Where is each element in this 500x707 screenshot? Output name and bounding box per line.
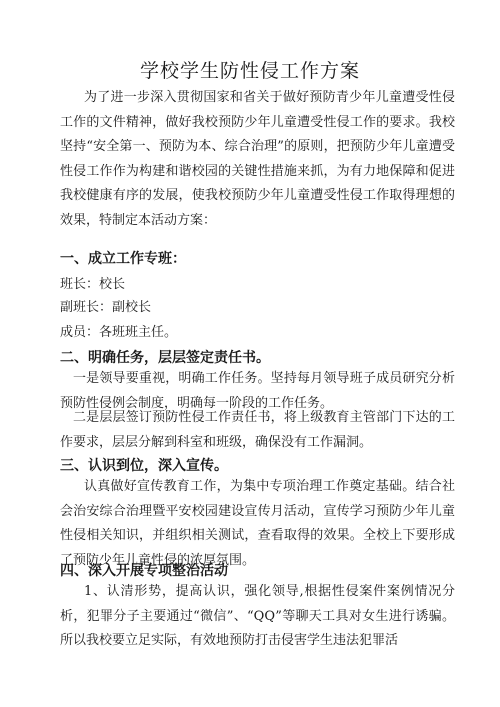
section-2-heading: 二、明确任务，层层签定责任书。 xyxy=(60,350,270,366)
intro-paragraph: 为了进一步深入贯彻国家和省关于做好预防青少年儿童遭受性侵工作的文件精神，做好我校预防少年儿童遭受性侵工作的要求。我校坚持“安全第一、预防为本、综合治理”的原则，把预防少年儿童遭受性侵工作作为构建和谐校园的关键性措施来抓，为有力地保障和促进我校健康有序的发展，使我校预防少年儿童遭受性侵工作取得理想的效果，特制定本活动方案： xyxy=(60,90,455,228)
section-2-paragraph-2: 二是层层签订预防性侵工作责任书，将上级教育主管部门下达的工作要求，层层分解到科室和班级，确保没有工作漏洞。 xyxy=(60,410,455,450)
section-4-body xyxy=(60,580,455,654)
section-1-leader xyxy=(60,273,455,292)
intro-block xyxy=(60,86,455,233)
section-2-body-2 xyxy=(60,406,455,455)
section-3-body xyxy=(60,475,455,573)
section-2 xyxy=(60,347,455,367)
section-3-paragraph: 认真做好宣传教育工作，为集中专项治理工作奠定基础。结合社会治安综合治理暨平安校园建设宣传月活动，宣传学习预防少年儿童性侵相关知识，并组织相关测试，查看取得的效果。全校上下要形成了预防少年儿童性侵的浓厚氛围。 xyxy=(60,479,455,568)
section-4-heading: 四、深入开展专项整治活动 xyxy=(60,563,228,579)
members-line: 成员：各班班主任。 xyxy=(60,325,178,340)
section-4 xyxy=(60,560,455,580)
deputy-leader-line: 副班长：副校长 xyxy=(60,300,152,315)
section-4-paragraph: 1、认清形势，提高认识，强化领导,根据性侵案件案例情况分析，犯罪分子主要通过“微信”、“QQ”等聊天工具对女生进行诱骗。所以我校要立足实际，有效地预防打击侵害学生违法犯罪活 xyxy=(60,584,455,648)
section-3-heading: 三、认识到位，深入宣传。 xyxy=(60,458,228,474)
section-1-members xyxy=(60,321,455,340)
section-2-paragraph-1: 一是领导要重视，明确工作任务。坚持每月领导班子成员研究分析预防性侵例会制度，明确每一阶段的工作任务。 xyxy=(60,371,455,411)
section-1-heading: 一、成立工作专班： xyxy=(60,251,186,267)
section-1 xyxy=(60,248,455,268)
leader-line: 班长：校长 xyxy=(60,277,126,292)
section-1-deputy xyxy=(60,296,455,315)
document-title: 学校学生防性侵工作方案 xyxy=(139,60,360,82)
section-3 xyxy=(60,455,455,475)
